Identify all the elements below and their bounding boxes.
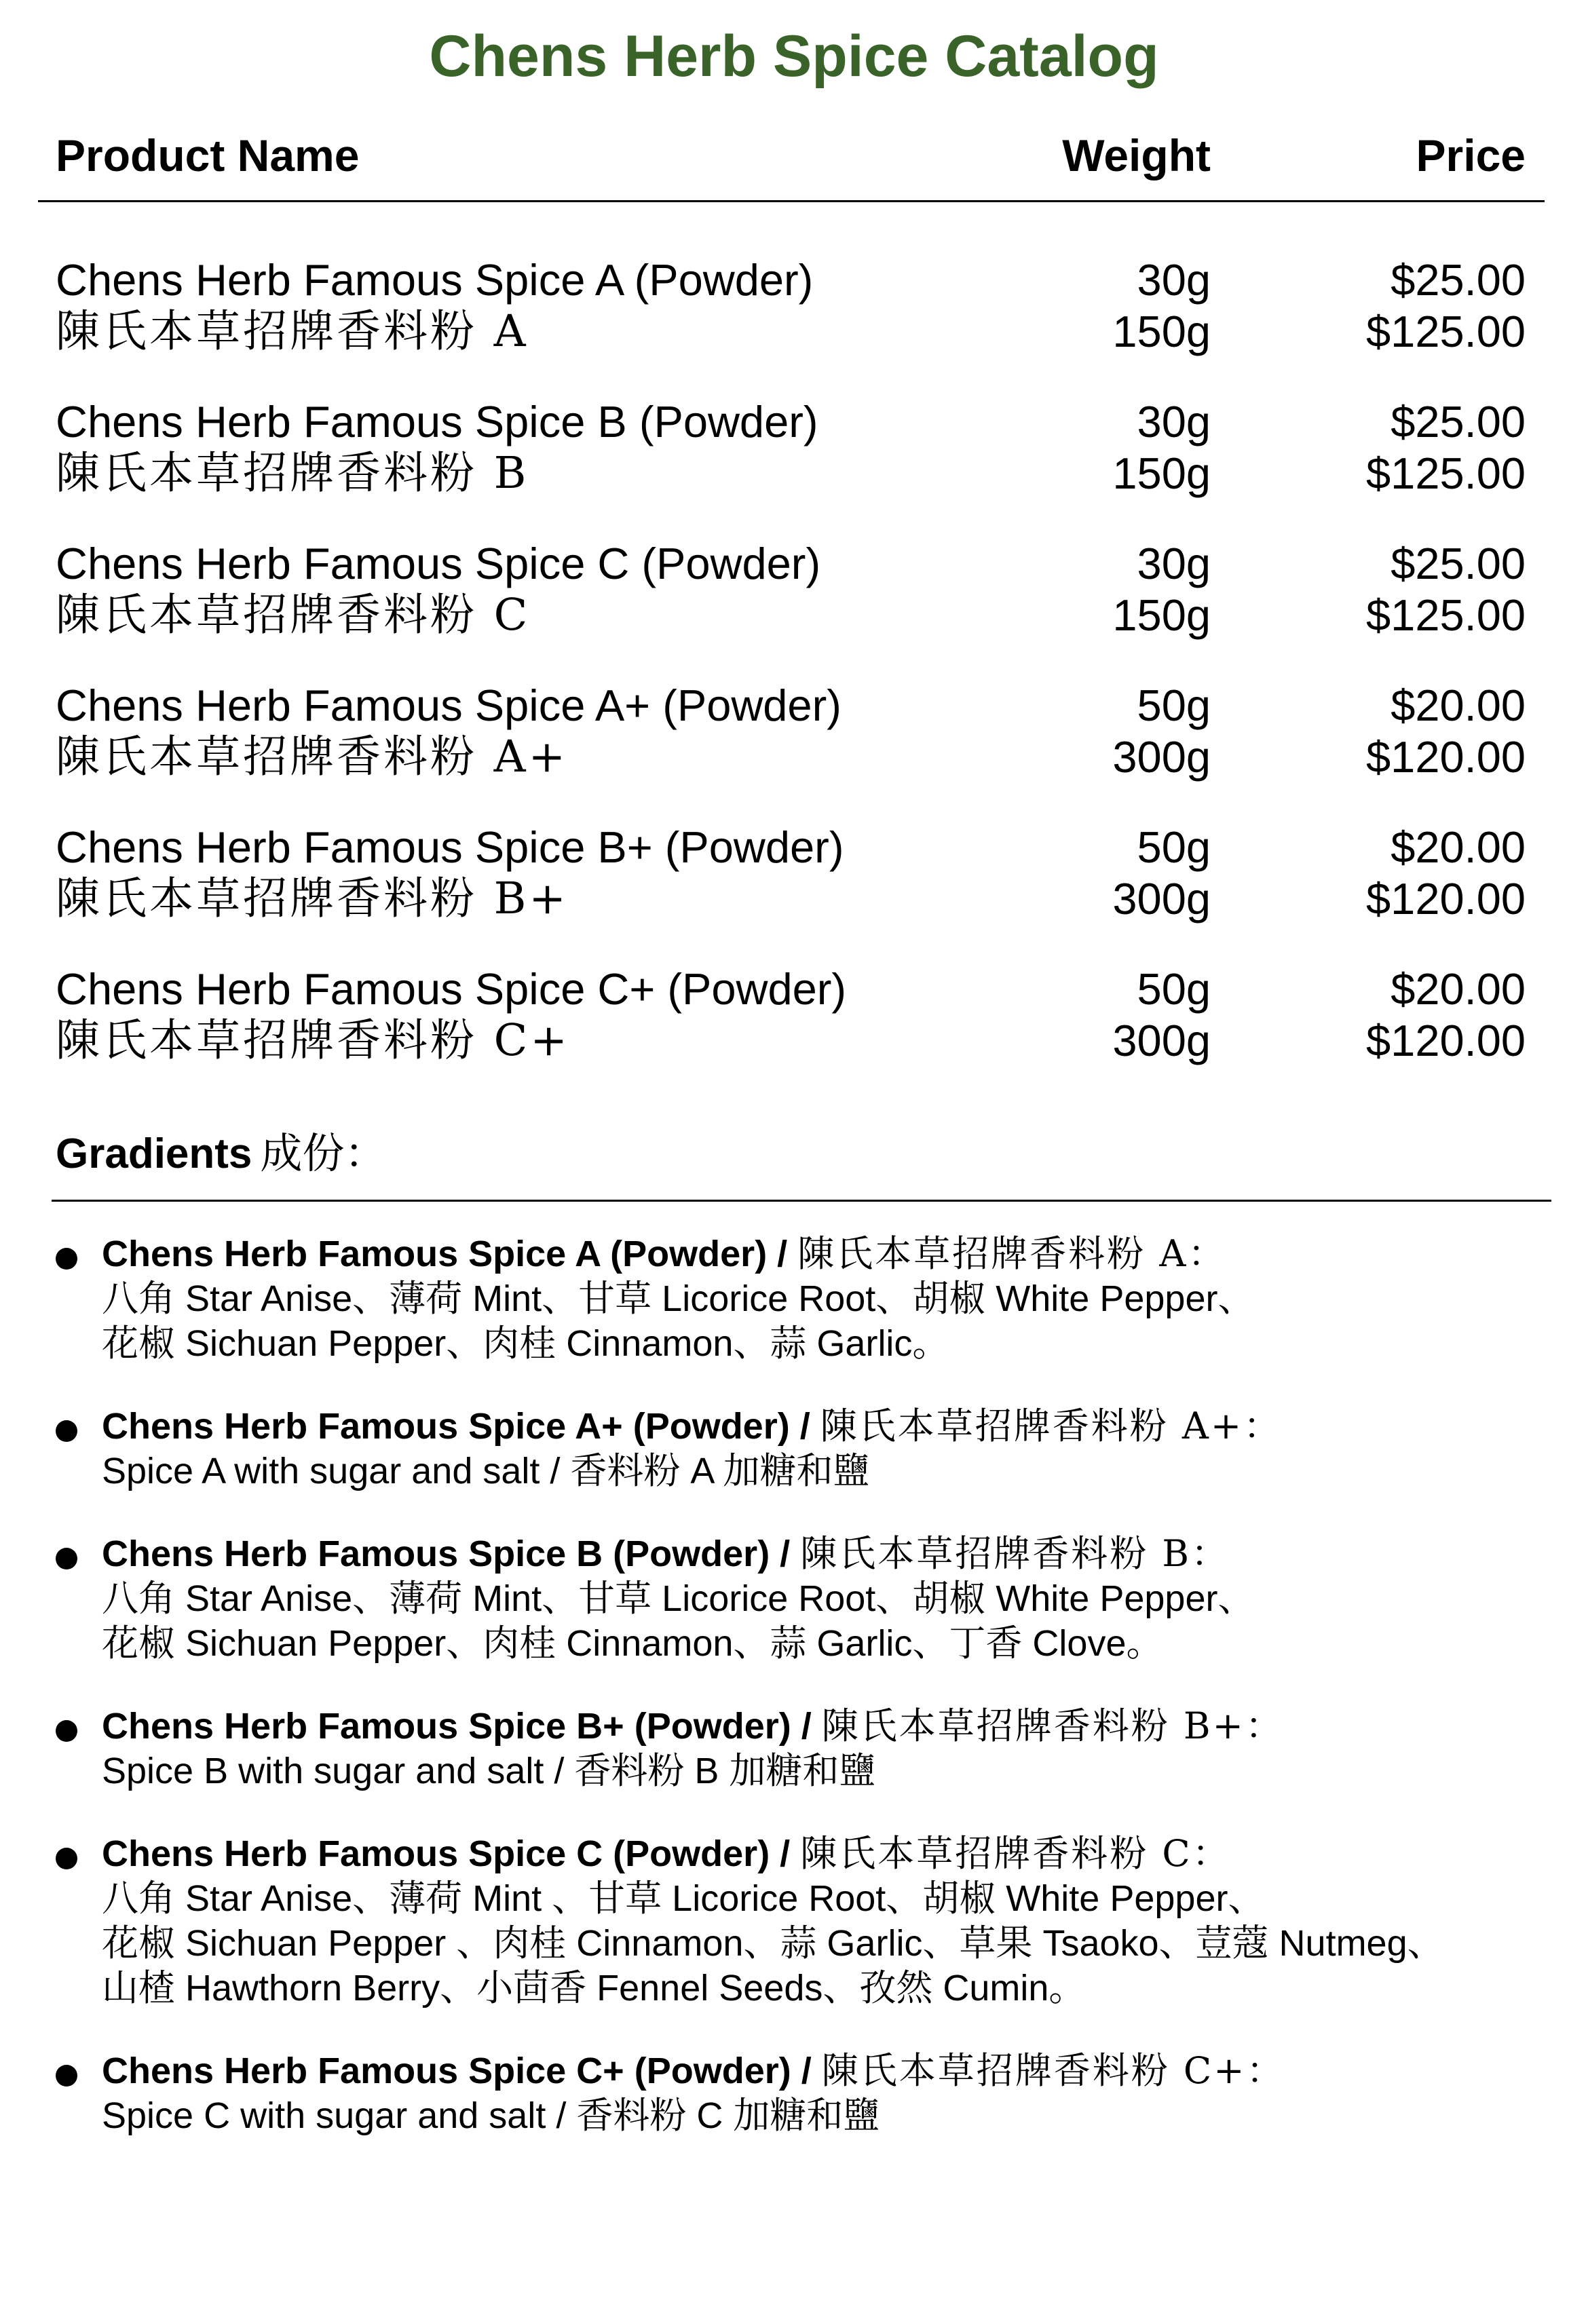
- product-price: $120.00: [1366, 732, 1526, 782]
- product-price: $120.00: [1366, 874, 1526, 923]
- ingredient-line: Spice B with sugar and salt / 香料粉 B 加糖和鹽: [102, 1751, 876, 1791]
- product-list: [38, 202, 1545, 1105]
- ingredient-title-en: Chens Herb Famous Spice B (Powder) /: [102, 1534, 801, 1574]
- ingredient-title-en: Chens Herb Famous Spice A (Powder) /: [102, 1234, 798, 1274]
- product-weight: 30g: [1137, 397, 1211, 446]
- ingredient-item: [56, 1704, 1549, 1793]
- product-name-zh: 陳氏本草招牌香料粉 B+: [56, 873, 569, 924]
- ingredient-title-en: Chens Herb Famous Spice B+ (Powder) /: [102, 1706, 822, 1747]
- ingredient-title-en: Chens Herb Famous Spice C+ (Powder) /: [102, 2051, 822, 2091]
- product-price: $20.00: [1391, 822, 1526, 872]
- ingredient-title-en: Chens Herb Famous Spice A+ (Powder) /: [102, 1406, 820, 1447]
- product-name-zh: 陳氏本草招牌香料粉 A+: [56, 731, 569, 782]
- ingredient-item: [56, 2049, 1549, 2138]
- page-title: Chens Herb Spice Catalog: [429, 24, 1159, 89]
- product-row: [38, 679, 1545, 821]
- product-name-zh: 陳氏本草招牌香料粉 C: [56, 590, 531, 641]
- ingredient-line: 八角 Star Anise、薄荷 Mint 、甘草 Licorice Root、胡椒 White Pepper、: [102, 1878, 1265, 1919]
- gradients-heading: [56, 1123, 386, 1185]
- product-weight: 150g: [1112, 590, 1211, 640]
- gradients-heading-zh: 成份：: [260, 1128, 387, 1178]
- product-row: [38, 537, 1545, 679]
- section-divider: [52, 1200, 1551, 1202]
- ingredient-line: Spice C with sugar and salt / 香料粉 C 加糖和鹽: [102, 2095, 880, 2136]
- ingredient-item: [56, 1404, 1549, 1493]
- product-price: $25.00: [1391, 397, 1526, 446]
- product-name-zh: 陳氏本草招牌香料粉 A: [56, 306, 529, 357]
- product-name-en: Chens Herb Famous Spice A+ (Powder): [56, 681, 842, 730]
- product-price: $125.00: [1366, 307, 1526, 356]
- product-weight: 300g: [1112, 732, 1211, 782]
- ingredient-line: 八角 Star Anise、薄荷 Mint、甘草 Licorice Root、胡椒 White Pepper、: [102, 1278, 1255, 1319]
- product-price: $25.00: [1391, 255, 1526, 305]
- ingredient-line: Spice A with sugar and salt / 香料粉 A 加糖和鹽: [102, 1451, 870, 1491]
- ingredient-title-zh: 陳氏本草招牌香料粉 A：: [797, 1232, 1227, 1275]
- table-header: [38, 126, 1545, 202]
- product-name-zh: 陳氏本草招牌香料粉 C+: [56, 1015, 570, 1066]
- bullet-icon: [56, 1248, 77, 1270]
- product-weight: 150g: [1112, 307, 1211, 356]
- product-row: [38, 396, 1545, 537]
- product-price: $20.00: [1391, 964, 1526, 1014]
- product-price: $25.00: [1391, 539, 1526, 588]
- ingredient-item: [56, 1232, 1549, 1366]
- ingredient-title-zh: 陳氏本草招牌香料粉 C+：: [821, 2049, 1285, 2092]
- product-weight: 30g: [1137, 539, 1211, 588]
- ingredient-line: 八角 Star Anise、薄荷 Mint、甘草 Licorice Root、胡椒 White Pepper、: [102, 1578, 1255, 1619]
- product-weight: 50g: [1137, 964, 1211, 1014]
- product-weight: 300g: [1112, 874, 1211, 923]
- price-table: [38, 126, 1545, 1105]
- ingredient-title-en: Chens Herb Famous Spice C (Powder) /: [102, 1833, 801, 1874]
- product-row: [38, 963, 1545, 1105]
- product-name-zh: 陳氏本草招牌香料粉 B: [56, 448, 529, 499]
- product-price: $20.00: [1391, 681, 1526, 730]
- ingredient-item: [56, 1831, 1549, 2011]
- product-price: $125.00: [1366, 449, 1526, 498]
- ingredients-list: [56, 1232, 1549, 2138]
- gradients-heading-en: Gradients: [56, 1130, 252, 1177]
- product-weight: 50g: [1137, 822, 1211, 872]
- bullet-icon: [56, 1420, 77, 1442]
- product-name-en: Chens Herb Famous Spice C (Powder): [56, 539, 821, 588]
- product-price: $125.00: [1366, 590, 1526, 640]
- bullet-icon: [56, 1548, 77, 1569]
- ingredient-item: [56, 1531, 1549, 1666]
- header-weight: Weight: [1062, 130, 1211, 180]
- ingredient-line: 花椒 Sichuan Pepper、肉桂 Cinnamon、蒜 Garlic。: [102, 1323, 949, 1364]
- ingredient-title-zh: 陳氏本草招牌香料粉 C：: [800, 1832, 1231, 1875]
- product-weight: 150g: [1112, 449, 1211, 498]
- bullet-icon: [56, 1720, 77, 1742]
- product-name-en: Chens Herb Famous Spice B+ (Powder): [56, 822, 844, 872]
- ingredient-title-zh: 陳氏本草招牌香料粉 A+：: [820, 1405, 1283, 1447]
- product-price: $120.00: [1366, 1016, 1526, 1065]
- bullet-icon: [56, 1848, 77, 1869]
- ingredient-line: 山楂 Hawthorn Berry、小茴香 Fennel Seeds、孜然 Cumin。: [102, 1968, 1086, 2008]
- bullet-icon: [56, 2065, 77, 2087]
- product-name-en: Chens Herb Famous Spice C+ (Powder): [56, 964, 847, 1014]
- product-name-en: Chens Herb Famous Spice A (Powder): [56, 255, 814, 305]
- ingredient-line: 花椒 Sichuan Pepper 、肉桂 Cinnamon、蒜 Garlic、草果 Tsaoko、荳蔻 Nutmeg、: [102, 1923, 1444, 1964]
- product-weight: 300g: [1112, 1016, 1211, 1065]
- header-product-name: Product Name: [56, 130, 360, 180]
- product-row: [38, 254, 1545, 396]
- ingredient-line: 花椒 Sichuan Pepper、肉桂 Cinnamon、蒜 Garlic、丁香 Clove。: [102, 1623, 1163, 1664]
- product-name-en: Chens Herb Famous Spice B (Powder): [56, 397, 818, 446]
- product-row: [38, 821, 1545, 963]
- ingredient-title-zh: 陳氏本草招牌香料粉 B+：: [821, 1704, 1284, 1747]
- product-weight: 50g: [1137, 681, 1211, 730]
- header-price: Price: [1416, 130, 1526, 180]
- product-weight: 30g: [1137, 255, 1211, 305]
- ingredient-title-zh: 陳氏本草招牌香料粉 B：: [800, 1532, 1230, 1575]
